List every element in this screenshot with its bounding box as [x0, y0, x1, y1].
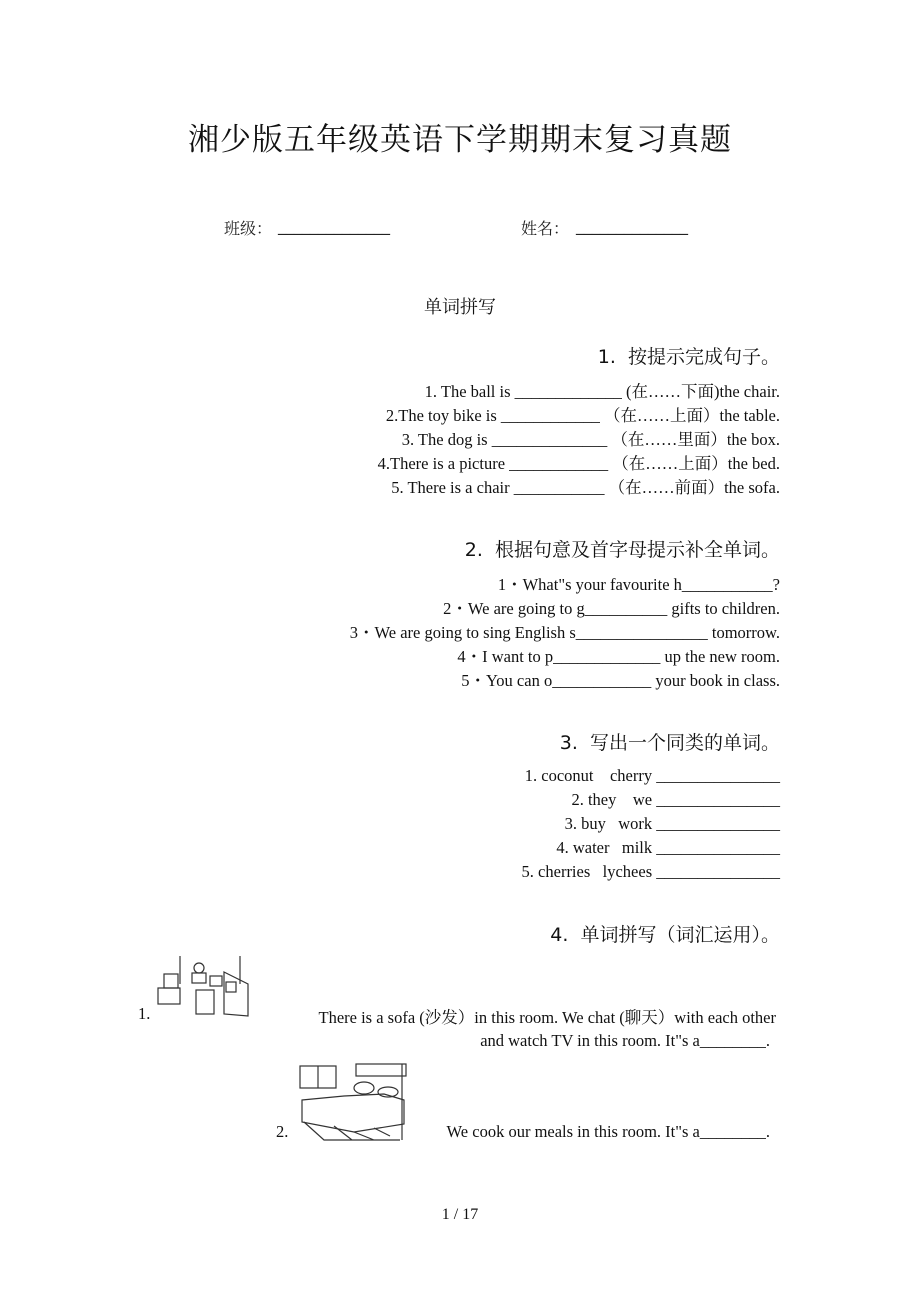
q2-item: 3・We are going to sing English s________________ tomorrow.: [349, 623, 780, 642]
q2-item: 4・I want to p_____________ up the new room.: [457, 647, 780, 666]
q1-item: 5. There is a chair ___________ （在……前面）the sofa.: [391, 478, 780, 497]
q2-item: 1・What"s your favourite h___________?: [497, 575, 780, 594]
section-title: 单词拼写: [424, 297, 496, 318]
q1-item: 2.The toy bike is ____________ （在……上面）the table.: [385, 406, 780, 425]
q3-item: 5. cherries lychees _______________: [521, 862, 780, 881]
q3-item: 4. water milk _______________: [556, 838, 780, 857]
q2-heading: 2. 根据句意及首字母提示补全单词。: [464, 539, 780, 561]
q2-item: 2・We are going to g__________ gifts to children.: [443, 599, 780, 618]
q3-item: 3. buy work _______________: [564, 814, 780, 833]
q4-item2-number: 2.: [276, 1122, 289, 1141]
page-title: 湘少版五年级英语下学期期末复习真题: [188, 122, 732, 158]
name-blank: ______________: [576, 216, 688, 235]
q4-item1-line2: and watch TV in this room. It"s a________.: [480, 1031, 770, 1050]
name-label: 姓名：: [521, 219, 570, 238]
q4-item1-line1: There is a sofa (沙发）in this room. We chat (聊天）with each other: [318, 1008, 776, 1027]
page-number: 1 / 17: [441, 1206, 479, 1223]
class-label: 班级：: [224, 219, 273, 238]
q3-item: 2. they we _______________: [571, 790, 780, 809]
q3-item: 1. coconut cherry _______________: [524, 766, 780, 785]
kitchen-illustration: [294, 1060, 410, 1142]
q4-heading: 4. 单词拼写（词汇运用）。: [550, 924, 780, 946]
q1-item: 4.There is a picture ____________ （在……上面）the bed.: [377, 454, 780, 473]
q3-heading: 3. 写出一个同类的单词。: [559, 732, 780, 754]
q1-heading: 1. 按提示完成句子。: [597, 346, 780, 368]
class-blank: ______________: [278, 216, 390, 235]
q2-item: 5・You can o____________ your book in class.: [461, 671, 780, 690]
q4-item2-line1: We cook our meals in this room. It"s a________.: [446, 1122, 770, 1141]
q4-item1-number: 1.: [138, 1004, 151, 1023]
q1-item: 1. The ball is _____________ (在……下面)the chair.: [424, 382, 780, 401]
living-room-illustration: [152, 954, 252, 1020]
q1-item: 3. The dog is ______________ （在……里面）the box.: [401, 430, 780, 449]
